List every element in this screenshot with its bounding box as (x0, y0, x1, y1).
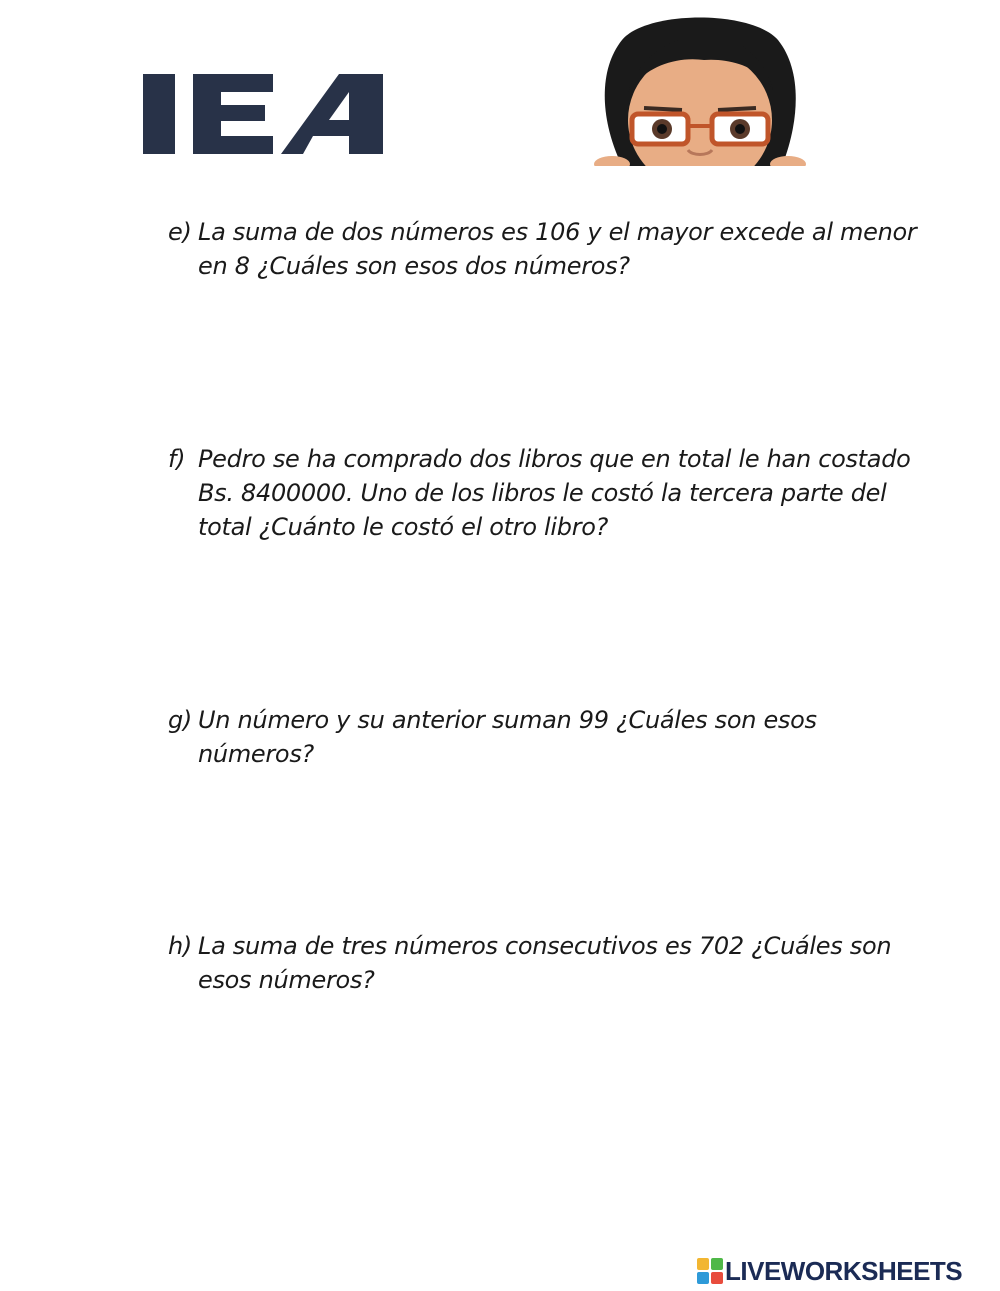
question-line: números? (198, 740, 314, 768)
question-line: esos números? (198, 966, 375, 994)
question-line: Un número y su anterior suman 99 ¿Cuáles son esos (198, 706, 817, 734)
question-line: en 8 ¿Cuáles son esos dos números? (198, 252, 630, 280)
question-line: Pedro se ha comprado dos libros que en total le han costado (198, 445, 911, 473)
question-letter: h) (168, 932, 192, 960)
brand-name: LIVEWORKSHEETS (725, 1255, 963, 1286)
logo-letter-i (143, 74, 175, 154)
question-letter: e) (168, 218, 192, 246)
question-line: Bs. 8400000. Uno de los libros le costó la tercera parte del (198, 479, 887, 507)
logo-letter-a (281, 74, 383, 154)
question-line: La suma de tres números consecutivos es 702 ¿Cuáles son (198, 932, 892, 960)
question-h (168, 929, 892, 997)
question-g (168, 703, 868, 771)
teacher-avatar (592, 10, 808, 166)
question-f (168, 442, 911, 544)
logo-letter-e (193, 74, 273, 154)
liveworksheets-branding[interactable] (697, 1256, 962, 1286)
question-line: La suma de dos números es 106 y el mayor excede al menor (198, 218, 917, 246)
question-letter: f) (168, 445, 186, 473)
live-logo-icon (697, 1258, 723, 1284)
question-line: total ¿Cuánto le costó el otro libro? (198, 513, 609, 541)
iea-logo (143, 70, 383, 156)
question-letter: g) (168, 706, 192, 734)
question-e (168, 215, 917, 283)
